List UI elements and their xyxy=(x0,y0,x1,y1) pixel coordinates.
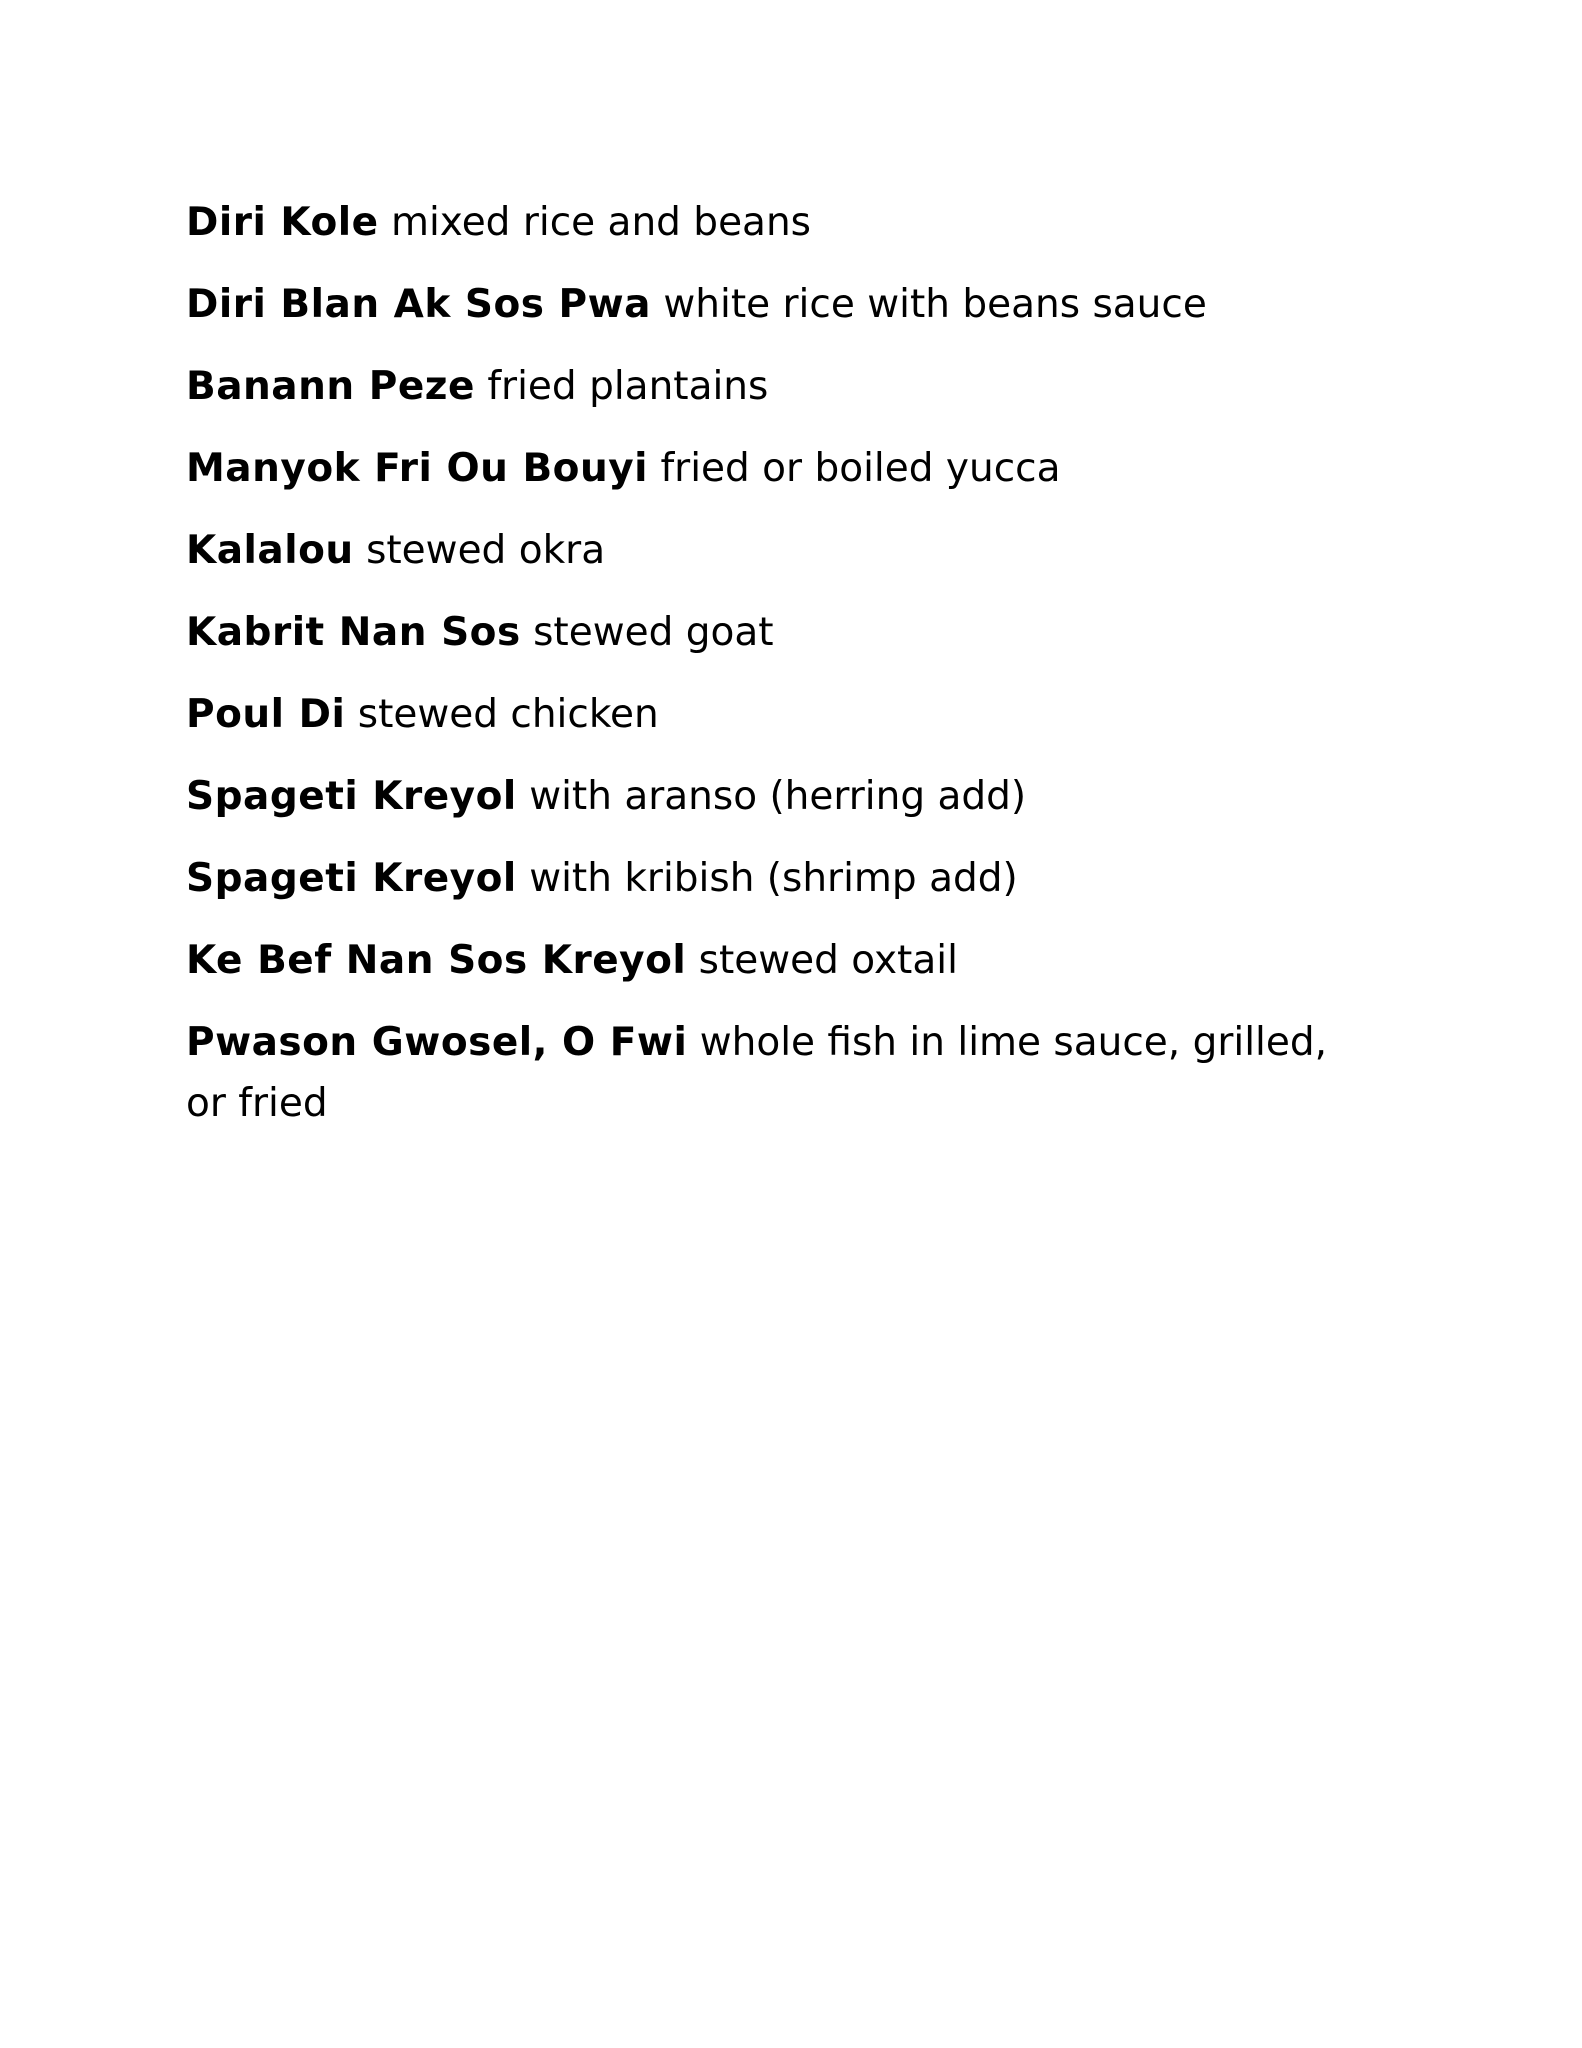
dish-name: Kabrit Nan Sos xyxy=(186,610,521,655)
dish-name: Manyok Fri Ou Bouyi xyxy=(186,446,649,491)
list-item xyxy=(186,848,1346,909)
dish-description: with kribish (shrimp add) xyxy=(529,856,1018,901)
list-item xyxy=(186,192,1346,253)
menu-list xyxy=(186,192,1346,1155)
dish-name: Poul Di xyxy=(186,692,346,737)
dish-description: stewed chicken xyxy=(357,692,659,737)
dish-name: Diri Blan Ak Sos Pwa xyxy=(186,282,651,327)
dish-name: Spageti Kreyol xyxy=(186,856,517,901)
list-item xyxy=(186,930,1346,991)
dish-description: white rice with beans sauce xyxy=(663,282,1207,327)
list-item xyxy=(186,684,1346,745)
dish-description: fried plantains xyxy=(487,364,769,409)
list-item xyxy=(186,1012,1346,1134)
dish-description: stewed goat xyxy=(533,610,774,655)
dish-name: Diri Kole xyxy=(186,200,379,245)
dish-name: Pwason Gwosel, O Fwi xyxy=(186,1020,688,1065)
dish-name: Banann Peze xyxy=(186,364,475,409)
list-item xyxy=(186,520,1346,581)
dish-name: Kalalou xyxy=(186,528,354,573)
list-item xyxy=(186,438,1346,499)
dish-name: Ke Bef Nan Sos Kreyol xyxy=(186,938,687,983)
dish-description: fried or boiled yucca xyxy=(660,446,1061,491)
dish-description: with aranso (herring add) xyxy=(529,774,1027,819)
list-item xyxy=(186,766,1346,827)
dish-name: Spageti Kreyol xyxy=(186,774,517,819)
dish-description: stewed okra xyxy=(366,528,606,573)
dish-description: mixed rice and beans xyxy=(390,200,811,245)
dish-description: whole fish in lime sauce, grilled, or fried xyxy=(186,1020,1328,1126)
list-item xyxy=(186,274,1346,335)
list-item xyxy=(186,602,1346,663)
dish-description: stewed oxtail xyxy=(698,938,958,983)
list-item xyxy=(186,356,1346,417)
